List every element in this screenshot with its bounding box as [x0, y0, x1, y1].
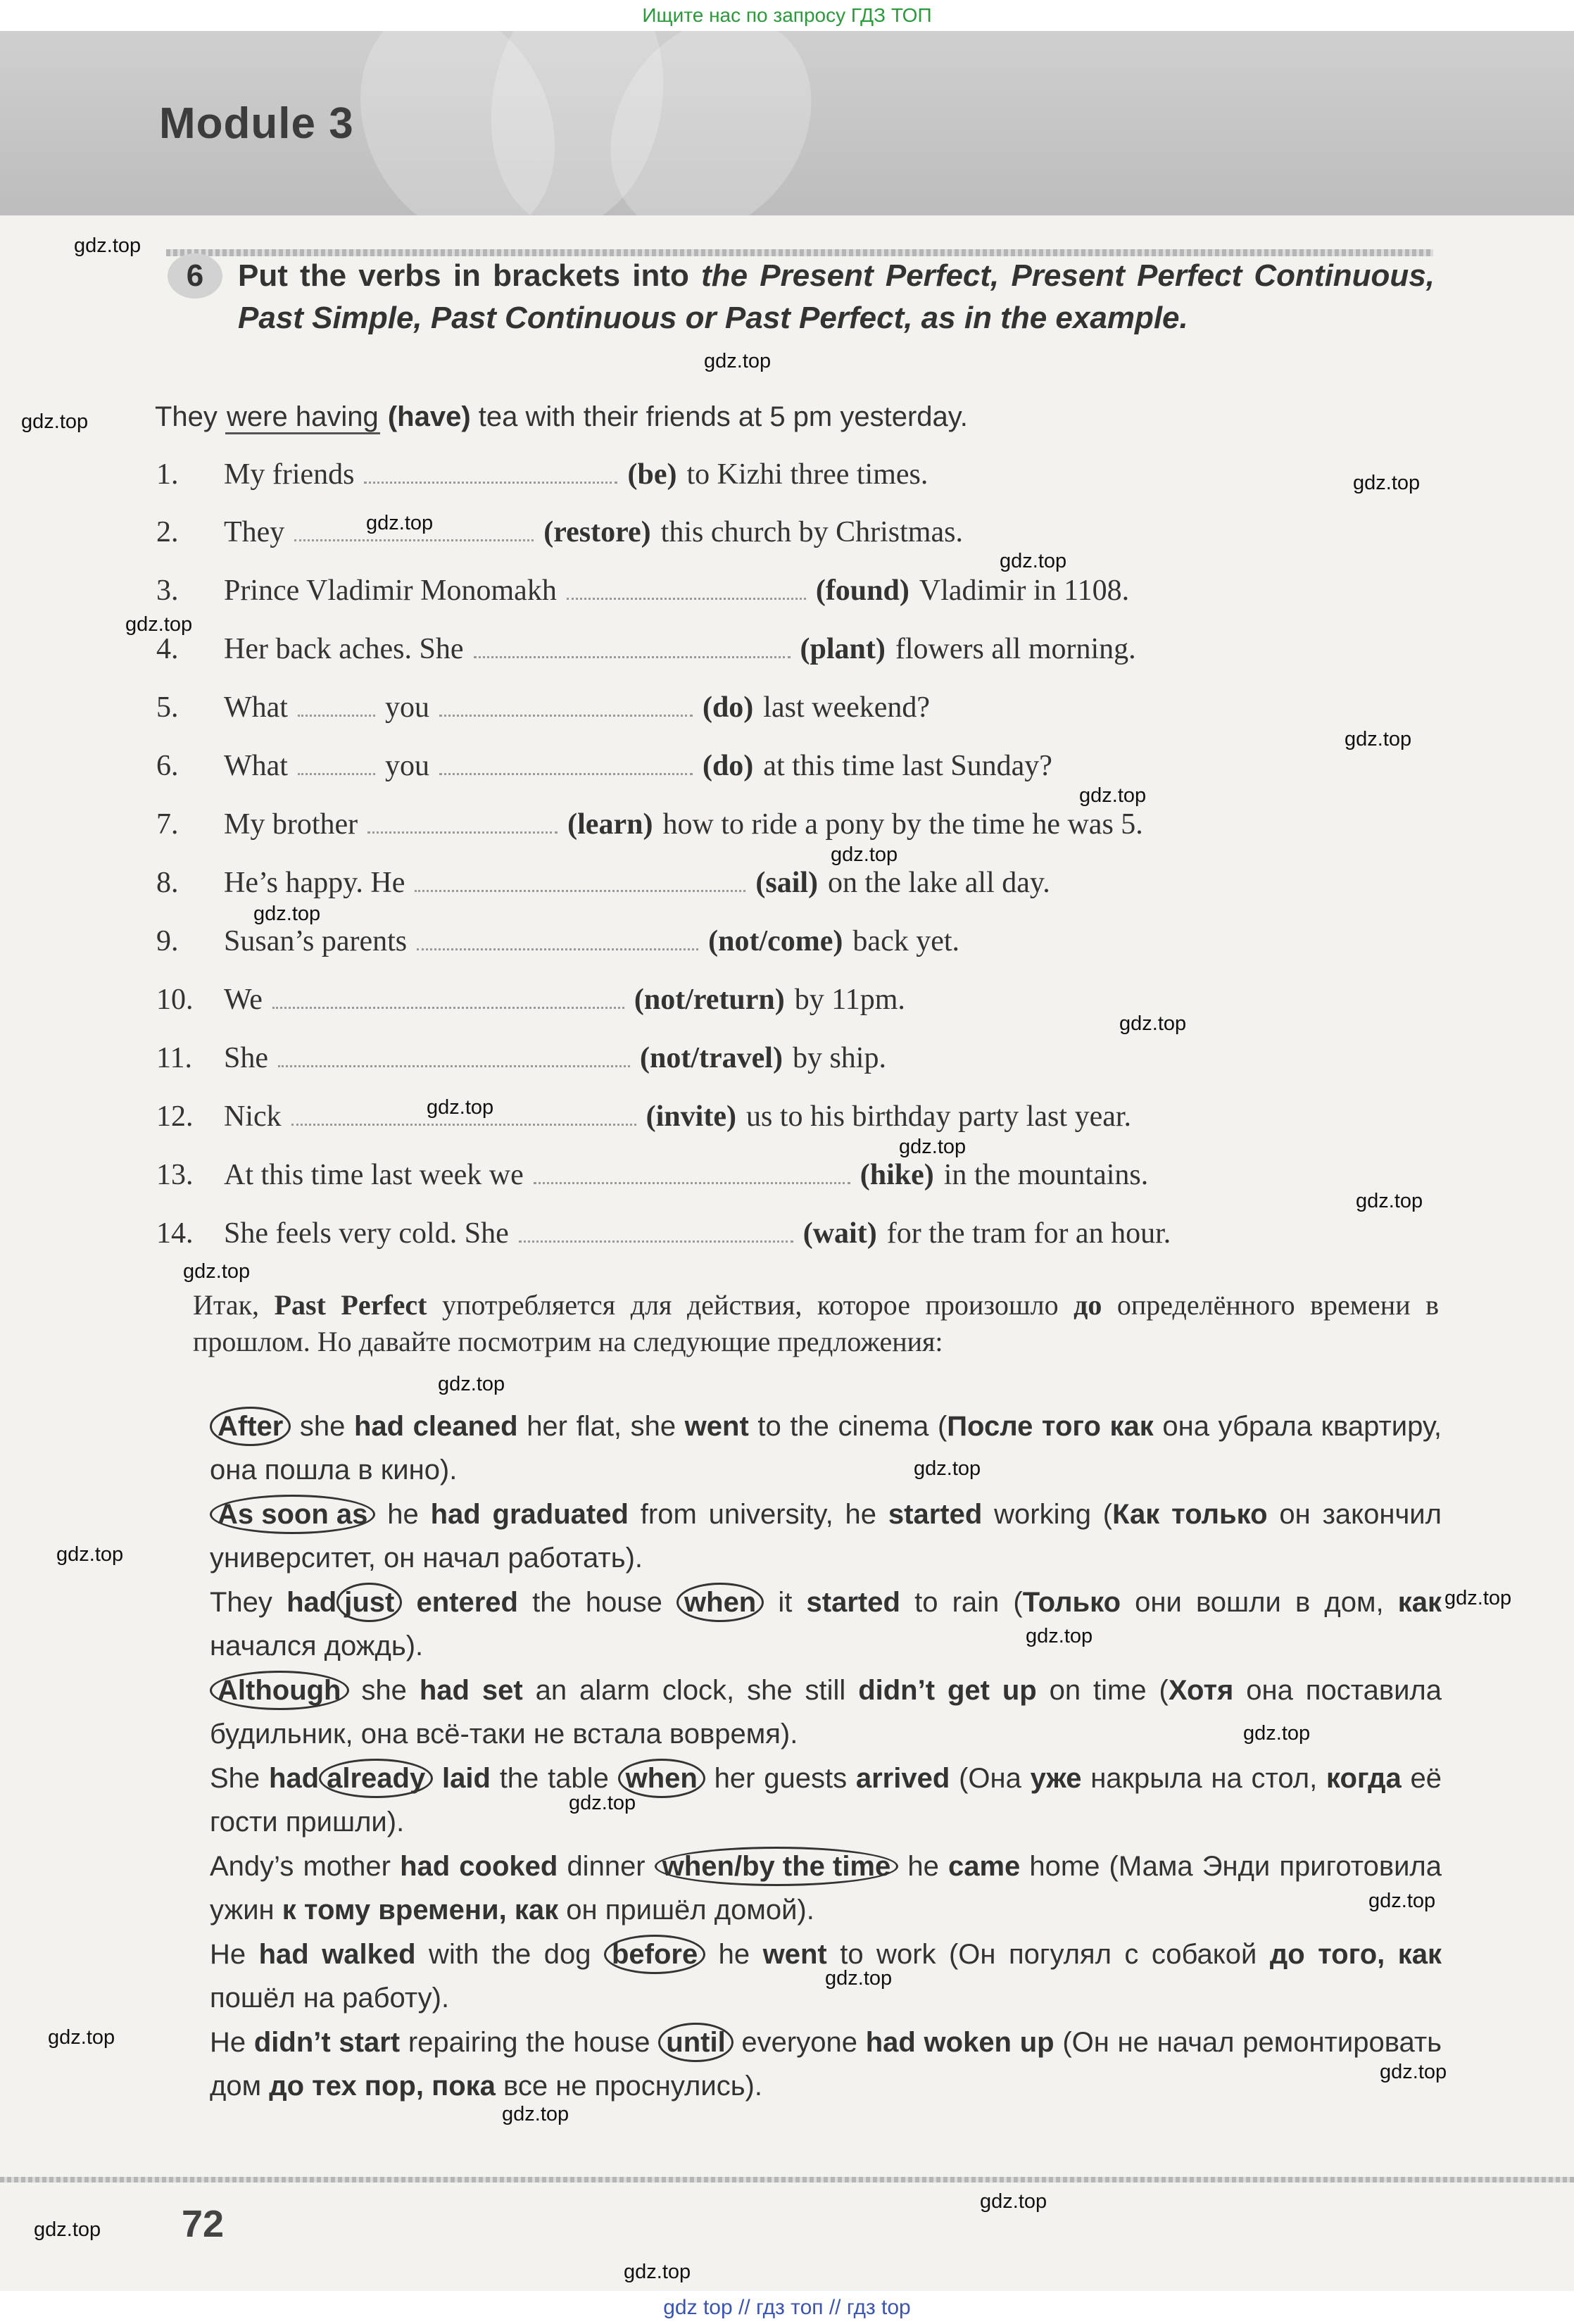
example-text: everyone: [733, 2027, 866, 2058]
watermark-text: gdz.top: [1444, 1587, 1512, 1609]
bold-phrase: had: [287, 1587, 337, 1618]
sentence-number: 11.: [156, 1042, 192, 1074]
sentence-number: 10.: [156, 984, 194, 1016]
verb-in-brackets: (wait): [802, 1217, 877, 1250]
watermark-text: gdz.top: [21, 410, 89, 433]
exercise-sentence: [156, 808, 1437, 850]
sentence-start: They: [224, 516, 285, 548]
example-text: her flat, she: [517, 1411, 685, 1442]
sentence-number: 8.: [156, 867, 179, 899]
example-text: with the dog: [415, 1939, 604, 1970]
example-text: the table: [490, 1763, 618, 1794]
circled-connector: just: [336, 1583, 402, 1622]
verb-in-brackets: (sail): [755, 867, 819, 899]
sentence-number: 6.: [156, 750, 179, 782]
exercise-sentence: [156, 1100, 1437, 1142]
bold-phrase: had woken up: [865, 2027, 1054, 2058]
circled-connector: As soon as: [210, 1495, 375, 1534]
sentence-start: She: [224, 1042, 268, 1074]
example-text: все не проснулись).: [495, 2071, 762, 2102]
verb-in-brackets: (not/travel): [640, 1042, 783, 1074]
example-text: начался дождь).: [210, 1631, 424, 1662]
grammar-example: [210, 1757, 1442, 1844]
sentence-number: 3.: [156, 574, 179, 607]
sentence-end: us to his birthday party last year.: [745, 1100, 1132, 1133]
answer-blank[interactable]: [415, 869, 745, 892]
sentence-mid: you: [384, 691, 429, 724]
watermark-text: gdz.top: [1119, 1012, 1187, 1035]
sentence-start: She feels very cold. She: [224, 1217, 509, 1250]
example-text: он пришёл домой).: [558, 1895, 814, 1926]
answer-blank[interactable]: [474, 635, 791, 658]
watermark-text: gdz.top: [831, 843, 898, 866]
example-text: [433, 1763, 442, 1794]
watermark-text: gdz.top: [34, 2218, 101, 2241]
watermark-text: gdz.top: [502, 2103, 569, 2125]
exercise-sentence: [156, 574, 1437, 616]
example-text: They: [210, 1587, 287, 1618]
watermark-text: gdz.top: [1000, 550, 1067, 572]
example-text: они вошли в дом,: [1121, 1587, 1398, 1618]
verb-in-brackets: (learn): [567, 808, 653, 841]
circled-connector: After: [210, 1407, 291, 1446]
bold-phrase: had cleaned: [353, 1411, 518, 1442]
watermark-text: gdz.top: [899, 1136, 967, 1158]
watermark-text: gdz.top: [74, 234, 141, 257]
sentence-number: 1.: [156, 458, 179, 491]
example-text: she: [291, 1411, 354, 1442]
bold-phrase: had: [268, 1763, 320, 1794]
grammar-explanation: Итак, Past Perfect употребляется для действия, которое произошло до определённого времени в прошлом. Но давайте посмотрим на следующие предложения:: [193, 1289, 1439, 1357]
verb-in-brackets: (not/come): [708, 925, 843, 957]
sentence-start: My friends: [224, 458, 355, 491]
bold-phrase: didn’t get up: [858, 1675, 1037, 1706]
exercise-sentence: [156, 632, 1437, 674]
bold-phrase: came: [947, 1851, 1021, 1882]
verb-in-brackets: (do): [702, 691, 754, 724]
watermark-text: gdz.top: [825, 1967, 893, 1990]
verb-in-brackets: (invite): [646, 1100, 736, 1133]
sentence-end: at this time last Sunday?: [763, 750, 1052, 782]
answer-blank[interactable]: [417, 927, 698, 950]
watermark-text: gdz.top: [1368, 1890, 1436, 1912]
example-text: an alarm clock, she still: [522, 1675, 859, 1706]
sentence-number: 13.: [156, 1159, 194, 1191]
answer-blank[interactable]: [272, 986, 624, 1009]
bold-phrase: started: [806, 1587, 900, 1618]
sentence-end: last weekend?: [763, 691, 931, 724]
bold-phrase: entered: [416, 1587, 518, 1618]
sentence-number: 14.: [156, 1217, 194, 1250]
bold-phrase: had cooked: [400, 1851, 558, 1882]
answer-blank[interactable]: [439, 693, 693, 717]
circled-connector: when/by the time: [655, 1847, 899, 1886]
example-text: she: [348, 1675, 420, 1706]
sentence-start: My brother: [224, 808, 358, 841]
circled-connector: when: [676, 1583, 764, 1622]
watermark-text: gdz.top: [427, 1096, 494, 1119]
bold-phrase: Хотя: [1168, 1675, 1234, 1706]
answer-blank[interactable]: [439, 752, 693, 775]
example-text: (Он не начал ремонтировать дом: [210, 2027, 1442, 2102]
example-text: она поставила будильник, она всё-таки не встала вовремя).: [210, 1675, 1442, 1750]
verb-in-brackets: (hike): [860, 1159, 934, 1191]
verb-in-brackets: (be): [627, 458, 677, 491]
bold-phrase: После того как: [947, 1411, 1154, 1442]
bold-phrase: went: [762, 1939, 827, 1970]
sentence-end: back yet.: [852, 925, 960, 957]
sentence-number: 12.: [156, 1100, 194, 1133]
example-text: he: [705, 1939, 763, 1970]
sentence-number: 5.: [156, 691, 179, 724]
watermark-text: gdz.top: [624, 2261, 691, 2283]
top-banner[interactable]: Ищите нас по запросу ГДЗ ТОП: [0, 0, 1574, 31]
answer-blank[interactable]: [278, 1044, 630, 1067]
example-text: home (Мама Энди приготовила ужин: [210, 1851, 1442, 1926]
bold-phrase: Только: [1022, 1587, 1121, 1618]
task-number-badge: 6: [168, 253, 222, 299]
example-text: она убрала квартиру, она пошла в кино).: [210, 1411, 1442, 1486]
exercise-sentence: [156, 515, 1437, 558]
exercise-sentence: [156, 749, 1437, 791]
sentence-end: by 11pm.: [794, 984, 905, 1016]
example-text: он закончил университет, он начал работать).: [210, 1499, 1442, 1574]
example-text: working (: [982, 1499, 1113, 1530]
sentence-start: Susan’s parents: [224, 925, 408, 957]
example-text: её гости пришли).: [210, 1763, 1442, 1838]
circled-connector: before: [604, 1935, 705, 1974]
sentence-start: We: [224, 984, 263, 1016]
sentence-end: for the tram for an hour.: [886, 1217, 1171, 1250]
example-text: the house: [517, 1587, 677, 1618]
bold-phrase: went: [684, 1411, 749, 1442]
bottom-banner[interactable]: gdz top // гдз топ // гдз top: [0, 2291, 1574, 2324]
exercise-sentence: [156, 1217, 1437, 1259]
sentence-start: Prince Vladimir Monomakh: [224, 574, 557, 607]
watermark-text: gdz.top: [1026, 1625, 1093, 1647]
task-instruction: Put the verbs in brackets into the Present Perfect, Present Perfect Continuous, Past Simple, Past Continuous or Past Perfect, as in the example.: [238, 258, 1435, 335]
example-text: накрыла на стол,: [1081, 1763, 1327, 1794]
answer-blank[interactable]: [364, 460, 617, 484]
example-text: Andy’s mother: [210, 1851, 401, 1882]
answer-blank[interactable]: [519, 1219, 793, 1243]
example-text: it: [764, 1587, 807, 1618]
verb-in-brackets: (restore): [543, 516, 651, 548]
exercise-sentence: [156, 1158, 1437, 1200]
example-text: he: [375, 1499, 431, 1530]
example-text: to the cinema (: [748, 1411, 947, 1442]
example-answer: were having: [225, 401, 380, 434]
sentence-start: At this time last week we: [224, 1159, 524, 1191]
bold-phrase: had graduated: [430, 1499, 629, 1530]
watermark-text: gdz.top: [1353, 472, 1421, 494]
bold-phrase: когда: [1326, 1763, 1402, 1794]
bold-phrase: уже: [1030, 1763, 1082, 1794]
sentence-mid: you: [384, 750, 429, 782]
bold-phrase: started: [888, 1499, 983, 1530]
example-text: (Она: [950, 1763, 1031, 1794]
sentence-end: how to ride a pony by the time he was 5.: [662, 808, 1143, 841]
sentence-start: What: [224, 750, 288, 782]
exercise-sentence: [156, 866, 1437, 908]
sentence-start: Her back aches. She: [224, 633, 464, 665]
watermark-text: gdz.top: [48, 2026, 115, 2049]
module-title: Module 3: [159, 99, 354, 148]
verb-in-brackets: (plant): [800, 633, 886, 665]
answer-blank[interactable]: [367, 810, 558, 834]
bold-phrase: Как только: [1112, 1499, 1268, 1530]
sentence-start: What: [224, 691, 288, 724]
watermark-text: gdz.top: [1356, 1190, 1423, 1212]
sentence-end: flowers all morning.: [895, 633, 1136, 665]
answer-blank[interactable]: [298, 693, 375, 717]
example-text: repairing the house: [400, 2027, 659, 2058]
example-text: dinner: [558, 1851, 655, 1882]
bold-phrase: до того, как: [1269, 1939, 1442, 1970]
example-text: [402, 1587, 416, 1618]
sentence-end: by ship.: [792, 1042, 886, 1074]
bold-phrase: had walked: [258, 1939, 416, 1970]
exercise-sentence: [156, 691, 1437, 733]
sentence-number: 7.: [156, 808, 179, 841]
example-text: She: [210, 1763, 269, 1794]
sentence-start: He’s happy. He: [224, 867, 405, 899]
example-text: he: [898, 1851, 948, 1882]
watermark-text: gdz.top: [1079, 784, 1147, 807]
watermark-text: gdz.top: [56, 1543, 124, 1566]
exercise-sentence: [156, 924, 1437, 967]
example-text: He: [210, 2027, 254, 2058]
answer-blank[interactable]: [567, 577, 806, 600]
watermark-text: gdz.top: [980, 2190, 1047, 2213]
sentence-number: 4.: [156, 633, 179, 665]
page-number: 72: [182, 2203, 225, 2245]
circled-connector: when: [618, 1759, 705, 1798]
verb-in-brackets: (do): [702, 750, 754, 782]
example-text: on time (: [1036, 1675, 1169, 1706]
watermark-text: gdz.top: [253, 903, 321, 925]
sentence-end: to Kizhi three times.: [686, 458, 928, 491]
exercise-sentence: [156, 1041, 1437, 1084]
circled-connector: Although: [210, 1671, 349, 1710]
circled-connector: already: [319, 1759, 433, 1798]
circled-connector: until: [658, 2023, 733, 2062]
example-text: from university, he: [628, 1499, 888, 1530]
watermark-text: gdz.top: [914, 1457, 981, 1480]
watermark-text: gdz.top: [1345, 728, 1412, 750]
watermark-text: gdz.top: [438, 1373, 505, 1395]
watermark-text: gdz.top: [125, 613, 193, 636]
exercise-sentence: [156, 458, 1437, 500]
watermark-text: gdz.top: [1243, 1722, 1311, 1745]
example-sentence: They were having (have) tea with their friends at 5 pm yesterday.: [155, 401, 1352, 433]
watermark-text: gdz.top: [183, 1260, 251, 1283]
bold-phrase: к тому времени, как: [282, 1895, 559, 1926]
bold-phrase: didn’t start: [253, 2027, 401, 2058]
sentence-start: Nick: [224, 1100, 282, 1133]
watermark-text: gdz.top: [366, 512, 434, 534]
watermark-text: gdz.top: [1380, 2061, 1447, 2083]
bold-phrase: до тех пор, пока: [269, 2071, 496, 2102]
verb-in-brackets: (found): [815, 574, 909, 607]
sentence-number: 9.: [156, 925, 179, 957]
divider: [0, 2177, 1574, 2182]
sentence-end: this church by Christmas.: [660, 516, 963, 548]
example-text: to work (Он погулял с собакой: [826, 1939, 1270, 1970]
grammar-example: [210, 2021, 1442, 2108]
bold-phrase: arrived: [855, 1763, 950, 1794]
grammar-example: [210, 1405, 1442, 1492]
exercise-sentence: [156, 983, 1437, 1025]
sentence-number: 2.: [156, 516, 179, 548]
grammar-example: [210, 1493, 1442, 1580]
answer-blank[interactable]: [298, 752, 375, 775]
watermark-text: gdz.top: [569, 1792, 636, 1814]
verb-in-brackets: (not/return): [634, 984, 785, 1016]
watermark-text: gdz.top: [704, 350, 772, 372]
answer-blank[interactable]: [534, 1161, 850, 1184]
grammar-example: [210, 1845, 1442, 1932]
sentence-end: on the lake all day.: [828, 867, 1050, 899]
example-text: He: [210, 1939, 259, 1970]
example-text: to rain (: [900, 1587, 1023, 1618]
bold-phrase: had set: [419, 1675, 523, 1706]
example-text: пошёл на работу).: [210, 1983, 450, 2014]
example-text: her guests: [705, 1763, 856, 1794]
bold-phrase: как: [1397, 1587, 1442, 1618]
bold-phrase: laid: [442, 1763, 491, 1794]
grammar-example: [210, 1581, 1442, 1668]
sentence-end: Vladimir in 1108.: [919, 574, 1130, 607]
sentence-end: in the mountains.: [943, 1159, 1149, 1191]
